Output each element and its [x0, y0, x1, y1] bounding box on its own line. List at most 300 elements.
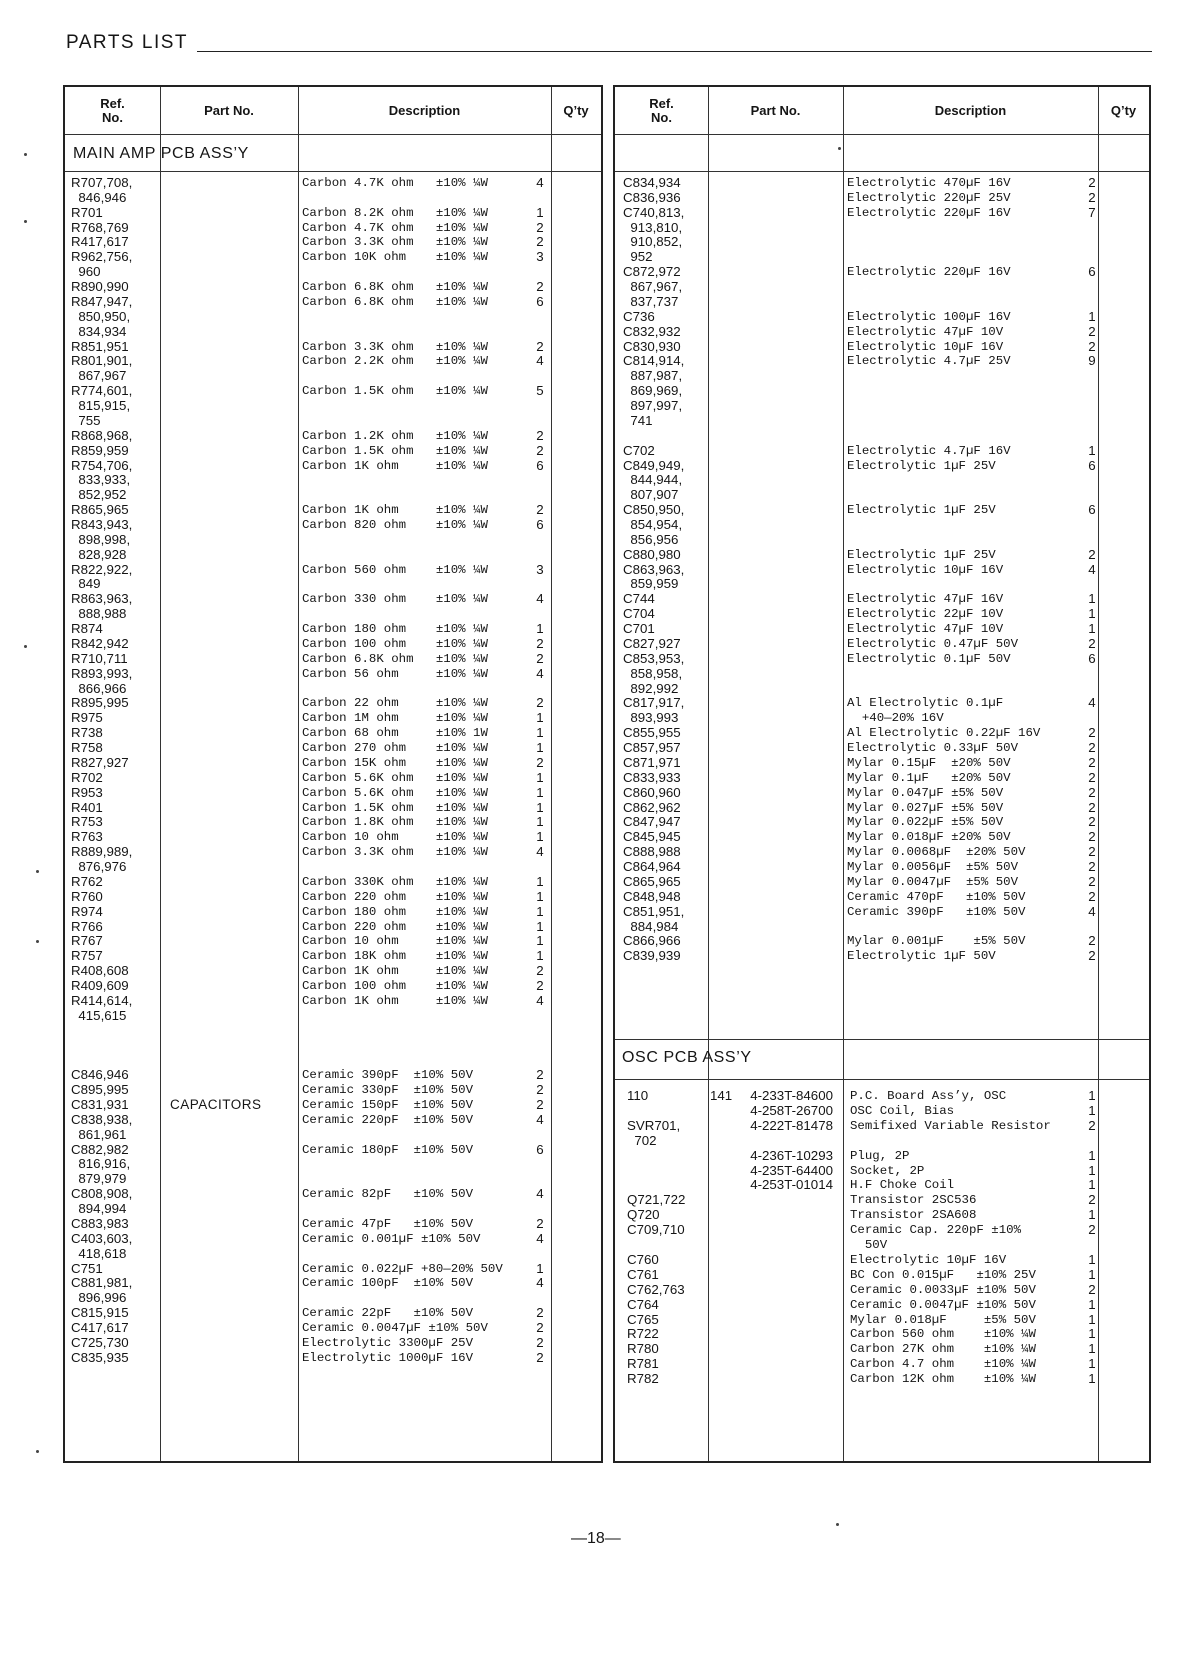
description-cell: Semifixed Variable Resistor: [850, 1118, 1051, 1133]
qty-cell: 2: [536, 502, 544, 518]
description-cell: Ceramic 220pF ±10% 50V: [302, 1112, 474, 1127]
ref-cell: 869,969,: [623, 383, 683, 399]
ref-cell: SVR701,: [627, 1117, 681, 1133]
column-divider: [551, 87, 552, 1461]
description-cell: P.C. Board Ass’y, OSC: [850, 1089, 1007, 1103]
description-cell: Ceramic 470pF ±10% 50V: [847, 889, 1026, 904]
scan-speck: [24, 220, 27, 223]
ref-cell: C817,917,: [623, 695, 685, 711]
ref-cell: C765: [627, 1311, 659, 1327]
ref-cell: C830,930: [623, 338, 681, 354]
ref-cell: R766: [71, 918, 103, 934]
qty-cell: 6: [1088, 457, 1096, 473]
description-cell: Carbon 100 ohm ±10% ¼W: [302, 978, 488, 993]
description-cell: Electrolytic 47µF 10V: [847, 324, 1004, 339]
ref-cell: R760: [71, 888, 103, 904]
description-cell: BC Con 0.015µF ±10% 25V: [850, 1267, 1036, 1282]
description-cell: Ceramic Cap. 220pF ±10%: [850, 1223, 1022, 1238]
ref-cell: R842,942: [71, 635, 129, 651]
parts-table-right: [613, 85, 1151, 1463]
qty-cell: 4: [536, 1111, 544, 1127]
ref-cell: R707,708,: [71, 175, 133, 190]
description-cell: Ceramic 390pF ±10% 50V: [302, 1068, 474, 1083]
qty-cell: 1: [1088, 1311, 1096, 1327]
qty-cell: 1: [1088, 1296, 1096, 1312]
qty-cell: 6: [536, 457, 544, 473]
ref-cell: 854,954,: [623, 517, 683, 532]
qty-cell: 2: [536, 219, 544, 235]
osc-section-rule-top: [615, 1039, 1149, 1040]
ref-cell: C863,963,: [623, 561, 685, 577]
description-cell: Carbon 22 ohm ±10% ¼W: [302, 696, 488, 711]
qty-cell: 4: [536, 992, 544, 1008]
part-no-cell: 4-236T-10293: [750, 1147, 833, 1163]
qty-cell: 2: [536, 279, 544, 295]
qty-cell: 1: [536, 873, 544, 889]
ref-cell: 960: [71, 264, 101, 280]
description-cell: Ceramic 100pF ±10% 50V: [302, 1276, 474, 1291]
ref-cell: R874: [71, 621, 103, 637]
description-cell: Carbon 8.2K ohm ±10% ¼W: [302, 205, 488, 220]
description-cell: Carbon 330 ohm ±10% ¼W: [302, 592, 488, 607]
qty-cell: 4: [536, 1275, 544, 1291]
qty-cell: 6: [536, 1141, 544, 1157]
description-cell: Carbon 1K ohm ±10% ¼W: [302, 964, 488, 979]
ref-cell: 834,934: [71, 323, 127, 339]
qty-cell: 2: [1088, 1281, 1096, 1297]
description-cell: Carbon 4.7 ohm ±10% ¼W: [850, 1357, 1036, 1372]
description-cell: Mylar 0.022µF ±5% 50V: [847, 815, 1004, 830]
qty-cell: 1: [536, 725, 544, 741]
qty-cell: 2: [536, 635, 544, 651]
header-qty: Q’ty: [563, 102, 589, 118]
ref-cell: C895,995: [71, 1082, 129, 1098]
ref-cell: R962,756,: [71, 249, 133, 265]
description-cell: Carbon 560 ohm ±10% ¼W: [302, 562, 488, 577]
ref-cell: 849: [71, 576, 101, 592]
column-divider: [843, 87, 844, 1461]
ref-cell: C832,932: [623, 323, 681, 339]
ref-cell: C865,965: [623, 873, 681, 889]
ref-cell: R738: [71, 725, 103, 741]
ref-cell: 837,737: [623, 293, 679, 309]
qty-cell: 1: [536, 204, 544, 220]
description-cell: Mylar 0.0068µF ±20% 50V: [847, 845, 1026, 860]
description-cell: Ceramic 150pF ±10% 50V: [302, 1097, 474, 1112]
ref-cell: R763: [71, 829, 103, 845]
column-divider: [298, 87, 299, 1461]
ref-cell: Q721,722: [627, 1192, 686, 1208]
ref-cell: 859,959: [623, 576, 679, 592]
description-cell: Electrolytic 220µF 25V: [847, 190, 1011, 205]
ref-cell: 894,994: [71, 1201, 127, 1217]
qty-cell: 2: [1088, 784, 1096, 800]
ref-cell: 884,984: [623, 918, 679, 934]
header-description: Description: [388, 102, 461, 118]
ref-cell: C764: [627, 1296, 659, 1312]
ref-cell: 702: [627, 1132, 657, 1148]
ref-cell: C880,980: [623, 546, 681, 562]
qty-cell: 6: [1088, 264, 1096, 280]
qty-cell: 2: [1088, 1192, 1096, 1208]
qty-cell: 2: [1088, 933, 1096, 949]
ref-cell: 952: [623, 249, 653, 265]
qty-cell: 6: [536, 293, 544, 309]
page-title: PARTS LIST: [66, 32, 188, 53]
scan-speck: [838, 147, 841, 150]
qty-cell: 1: [536, 888, 544, 904]
ref-cell: C845,945: [623, 829, 681, 845]
qty-cell: 1: [1088, 591, 1096, 607]
header-ref: Ref. No.: [100, 95, 125, 125]
description-cell: Carbon 18K ohm ±10% ¼W: [302, 949, 488, 964]
section-rule: [615, 171, 1149, 172]
description-cell: Carbon 180 ohm ±10% ¼W: [302, 904, 488, 919]
description-cell: Ceramic 0.0047µF ±10% 50V: [302, 1320, 488, 1335]
description-cell: Mylar 0.018µF ±5% 50V: [850, 1312, 1036, 1327]
ref-cell: C701: [623, 621, 655, 637]
description-cell: Carbon 1K ohm ±10% ¼W: [302, 503, 488, 518]
ref-cell: 815,915,: [71, 398, 131, 414]
description-cell: Carbon 5.6K ohm ±10% ¼W: [302, 785, 488, 800]
description-cell: Mylar 0.001µF ±5% 50V: [847, 934, 1026, 949]
ref-cell: C881,981,: [71, 1275, 133, 1291]
ref-cell: 850,950,: [71, 308, 131, 324]
qty-cell: 2: [1088, 1222, 1096, 1238]
qty-cell: 2: [1088, 844, 1096, 860]
description-cell: Carbon 180 ohm ±10% ¼W: [302, 622, 488, 637]
description-cell: Electrolytic 1µF 25V: [847, 458, 996, 473]
qty-cell: 9: [1088, 353, 1096, 369]
description-cell: Electrolytic 10µF 16V: [850, 1252, 1007, 1267]
ref-cell: C839,939: [623, 948, 681, 964]
description-cell: Carbon 1.5K ohm ±10% ¼W: [302, 443, 488, 458]
description-cell: Electrolytic 1µF 25V: [847, 503, 996, 518]
qty-cell: 2: [536, 338, 544, 354]
qty-cell: 1: [536, 621, 544, 637]
section-rule: [65, 171, 601, 172]
ref-cell: 866,966: [71, 680, 127, 696]
ref-cell: C814,914,: [623, 353, 685, 369]
ref-cell: C709,710: [627, 1222, 685, 1238]
ref-cell: C725,730: [71, 1334, 129, 1350]
ref-cell: 755: [71, 412, 101, 428]
qty-cell: 2: [1088, 635, 1096, 651]
description-cell: Carbon 10 ohm ±10% ¼W: [302, 934, 488, 949]
qty-cell: 2: [1088, 338, 1096, 354]
ref-cell: R822,922,: [71, 561, 133, 577]
qty-cell: 1: [1088, 308, 1096, 324]
ref-cell: 898,998,: [71, 531, 131, 547]
description-cell: Carbon 3.3K ohm ±10% ¼W: [302, 235, 488, 250]
qty-cell: 6: [1088, 650, 1096, 666]
scan-speck: [36, 940, 39, 943]
description-cell: Carbon 820 ohm ±10% ¼W: [302, 518, 488, 532]
qty-cell: 2: [536, 1067, 544, 1083]
description-cell: Carbon 100 ohm ±10% ¼W: [302, 636, 488, 651]
qty-cell: 1: [536, 740, 544, 756]
description-cell: Ceramic 82pF ±10% 50V: [302, 1187, 474, 1202]
ref-cell: C857,957: [623, 740, 681, 756]
ref-cell: 867,967: [71, 368, 127, 384]
ref-cell: C815,915: [71, 1305, 129, 1321]
scan-speck: [24, 645, 27, 648]
qty-cell: 1: [1088, 1147, 1096, 1163]
ref-cell: C882,982: [71, 1141, 129, 1157]
ref-cell: 846,946: [71, 189, 127, 205]
ref-cell: 858,958,: [623, 665, 683, 681]
ref-cell: 893,993: [623, 710, 679, 726]
description-cell: Electrolytic 47µF 10V: [847, 622, 1004, 637]
ref-cell: R781: [627, 1356, 659, 1372]
ref-cell: R758: [71, 740, 103, 756]
column-divider: [708, 87, 709, 1461]
qty-cell: 2: [1088, 175, 1096, 190]
description-cell: Electrolytic 220µF 16V: [847, 205, 1011, 220]
qty-cell: 7: [1088, 204, 1096, 220]
qty-cell: 1: [536, 814, 544, 830]
ref-cell: R851,951: [71, 338, 129, 354]
qty-cell: 1: [536, 799, 544, 815]
ref-cell: C848,948: [623, 888, 681, 904]
qty-cell: 2: [536, 963, 544, 979]
description-cell: Carbon 12K ohm ±10% ¼W: [850, 1372, 1036, 1387]
ref-cell: 110: [627, 1088, 649, 1103]
qty-cell: 2: [536, 1096, 544, 1112]
ref-cell: C744: [623, 591, 655, 607]
osc-section-rule-bottom: [615, 1079, 1149, 1080]
description-cell: Mylar 0.047µF ±5% 50V: [847, 785, 1004, 800]
description-cell: Electrolytic 0.33µF 50V: [847, 741, 1019, 756]
description-cell: H.F Choke Coil: [850, 1178, 955, 1193]
description-cell: Carbon 10K ohm ±10% ¼W: [302, 250, 488, 265]
ref-cell: C704: [623, 606, 655, 622]
header-ref: Ref. No.: [649, 95, 674, 125]
qty-cell: 2: [536, 1349, 544, 1365]
ref-cell: C866,966: [623, 933, 681, 949]
ref-cell: R417,617: [71, 234, 129, 250]
description-cell: Socket, 2P: [850, 1163, 925, 1178]
description-cell: Carbon 330K ohm ±10% ¼W: [302, 874, 488, 889]
part-no-cell: 4-222T-81478: [750, 1117, 833, 1133]
qty-cell: 2: [1088, 323, 1096, 339]
description-cell: Electrolytic 1µF 50V: [847, 949, 996, 964]
ref-cell: C834,934: [623, 175, 681, 190]
qty-cell: 4: [1088, 695, 1096, 711]
qty-cell: 1: [536, 933, 544, 949]
description-cell: Carbon 68 ohm ±10% 1W: [302, 726, 488, 741]
description-cell: Carbon 2.2K ohm ±10% ¼W: [302, 354, 488, 369]
qty-cell: 5: [536, 383, 544, 399]
ref-cell: 418,618: [71, 1245, 127, 1261]
ref-cell: C871,971: [623, 754, 681, 770]
parts-table-left: [63, 85, 603, 1463]
title-rule: [197, 51, 1152, 52]
ref-cell: C849,949,: [623, 457, 685, 473]
ref-cell: C888,988: [623, 844, 681, 860]
description-cell: Electrolytic 47µF 16V: [847, 592, 1004, 607]
qty-cell: 1: [536, 948, 544, 964]
description-cell: Carbon 1.2K ohm ±10% ¼W: [302, 428, 488, 443]
ref-cell: C827,927: [623, 635, 681, 651]
ref-cell: C835,935: [71, 1349, 129, 1365]
description-cell: Carbon 1M ohm ±10% ¼W: [302, 711, 488, 726]
qty-cell: 2: [1088, 1117, 1096, 1133]
ref-cell: C751: [71, 1260, 103, 1276]
description-cell: Electrolytic 10µF 16V: [847, 339, 1004, 354]
description-cell: Mylar 0.1µF ±20% 50V: [847, 770, 1011, 785]
ref-cell: R865,965: [71, 502, 129, 518]
ref-cell: C833,933: [623, 769, 681, 785]
qty-cell: 2: [536, 1215, 544, 1231]
qty-cell: 2: [536, 754, 544, 770]
qty-cell: 1: [536, 784, 544, 800]
ref-cell: R702: [71, 769, 103, 785]
qty-cell: 1: [536, 769, 544, 785]
ref-cell: R768,769: [71, 219, 129, 235]
ref-cell: R801,901,: [71, 353, 133, 369]
qty-cell: 6: [1088, 502, 1096, 518]
qty-cell: 1: [1088, 1207, 1096, 1223]
sublabel-capacitors: CAPACITORS: [170, 1097, 262, 1112]
ref-cell: R975: [71, 710, 103, 726]
ref-cell: 876,976: [71, 859, 127, 875]
ref-cell: C851,951,: [623, 903, 685, 919]
qty-cell: 2: [1088, 546, 1096, 562]
ref-cell: C850,950,: [623, 502, 685, 518]
description-cell: Mylar 0.027µF ±5% 50V: [847, 800, 1004, 815]
ref-cell: R774,601,: [71, 383, 133, 399]
qty-cell: 2: [536, 442, 544, 458]
qty-cell: 4: [536, 1186, 544, 1202]
description-cell: Electrolytic 0.47µF 50V: [847, 636, 1019, 651]
description-cell: Carbon 15K ohm ±10% ¼W: [302, 755, 488, 770]
qty-cell: 4: [536, 665, 544, 681]
ref-cell: R953: [71, 784, 103, 800]
qty-cell: 4: [536, 353, 544, 369]
description-cell: Carbon 1K ohm ±10% ¼W: [302, 458, 488, 473]
qty-cell: 2: [536, 650, 544, 666]
ref-cell: 913,810,: [623, 219, 683, 235]
part-no-cell: 4-233T-84600: [750, 1088, 833, 1103]
ref-cell: R863,963,: [71, 591, 133, 607]
ref-cell: R889,989,: [71, 844, 133, 860]
ref-cell: C836,936: [623, 189, 681, 205]
ref-cell: C740,813,: [623, 204, 685, 220]
description-cell: Electrolytic 470µF 16V: [847, 176, 1011, 190]
description-cell: Carbon 5.6K ohm ±10% ¼W: [302, 770, 488, 785]
description-cell: Carbon 270 ohm ±10% ¼W: [302, 741, 488, 756]
qty-cell: 1: [1088, 1371, 1096, 1387]
part-no-cell: 4-235T-64400: [750, 1162, 833, 1178]
ref-cell: R847,947,: [71, 293, 133, 309]
ref-cell: R753: [71, 814, 103, 830]
ref-cell: C853,953,: [623, 650, 685, 666]
qty-cell: 2: [536, 977, 544, 993]
qty-cell: 2: [536, 1334, 544, 1350]
ref-cell: C846,946: [71, 1067, 129, 1083]
description-cell: Mylar 0.0047µF ±5% 50V: [847, 874, 1019, 889]
ref-cell: R754,706,: [71, 457, 133, 473]
description-cell: Plug, 2P: [850, 1148, 910, 1163]
ref-cell: 887,987,: [623, 368, 683, 384]
ref-cell: Q720: [627, 1207, 660, 1223]
qty-cell: 2: [1088, 740, 1096, 756]
description-cell: +40—20% 16V: [847, 711, 944, 726]
ref-cell: C883,983: [71, 1215, 129, 1231]
description-cell: Electrolytic 3300µF 25V: [302, 1335, 474, 1350]
ref-cell: 741: [623, 412, 653, 428]
ref-cell: R895,995: [71, 695, 129, 711]
qty-cell: 2: [1088, 873, 1096, 889]
header-qty: Q’ty: [1110, 102, 1137, 118]
header-rule: [65, 134, 601, 135]
qty-cell: 2: [536, 1319, 544, 1335]
ref-cell: C760: [627, 1251, 659, 1267]
ref-cell: R868,968,: [71, 427, 133, 443]
ref-cell: R827,927: [71, 754, 129, 770]
description-cell: Carbon 27K ohm ±10% ¼W: [850, 1342, 1036, 1357]
qty-cell: 2: [1088, 859, 1096, 875]
description-cell: Electrolytic 4.7µF 16V: [847, 443, 1011, 458]
ref-cell: 852,952: [71, 487, 127, 503]
header-part-no: Part No.: [750, 102, 801, 118]
qty-cell: 1: [1088, 1251, 1096, 1267]
description-cell: Electrolytic 22µF 10V: [847, 607, 1004, 622]
description-cell: Mylar 0.018µF ±20% 50V: [847, 830, 1011, 845]
ref-cell: 844,944,: [623, 472, 683, 488]
qty-cell: 4: [536, 175, 544, 190]
description-cell: Carbon 56 ohm ±10% ¼W: [302, 666, 488, 681]
description-cell: Ceramic 0.001µF ±10% 50V: [302, 1231, 481, 1246]
description-cell: Electrolytic 0.1µF 50V: [847, 651, 1011, 666]
description-cell: Carbon 6.8K ohm ±10% ¼W: [302, 294, 488, 309]
qty-cell: 2: [536, 1305, 544, 1321]
qty-cell: 2: [1088, 948, 1096, 964]
description-cell: Mylar 0.0056µF ±5% 50V: [847, 860, 1019, 875]
qty-cell: 2: [1088, 754, 1096, 770]
qty-cell: 2: [536, 234, 544, 250]
scan-speck: [836, 1523, 839, 1526]
qty-cell: 3: [536, 561, 544, 577]
qty-cell: 2: [536, 695, 544, 711]
ref-cell: C831,931: [71, 1096, 129, 1112]
qty-cell: 2: [1088, 725, 1096, 741]
ref-cell: C761: [627, 1266, 659, 1282]
header-part-no: Part No.: [204, 102, 254, 118]
ref-cell: C860,960: [623, 784, 681, 800]
header-rule: [615, 134, 1149, 135]
ref-cell: C872,972: [623, 264, 681, 280]
qty-cell: 4: [1088, 903, 1096, 919]
qty-cell: 4: [536, 591, 544, 607]
qty-cell: 4: [536, 844, 544, 860]
qty-cell: 4: [1088, 561, 1096, 577]
description-cell: Electrolytic 10µF 16V: [847, 562, 1004, 577]
qty-cell: 4: [536, 1230, 544, 1246]
qty-cell: 3: [536, 249, 544, 265]
description-cell: Carbon 3.3K ohm ±10% ¼W: [302, 845, 488, 860]
ref-cell: R859,959: [71, 442, 129, 458]
description-cell: Ceramic 390pF ±10% 50V: [847, 904, 1026, 919]
description-cell: Transistor 2SC536: [850, 1193, 977, 1208]
ref-cell: R408,608: [71, 963, 129, 979]
section-main-amp: MAIN AMP PCB ASS’Y: [73, 145, 249, 162]
ref-cell: R843,943,: [71, 517, 133, 532]
ref-cell: 910,852,: [623, 234, 683, 250]
qty-cell: 1: [1088, 1177, 1096, 1193]
qty-cell: 1: [536, 1260, 544, 1276]
